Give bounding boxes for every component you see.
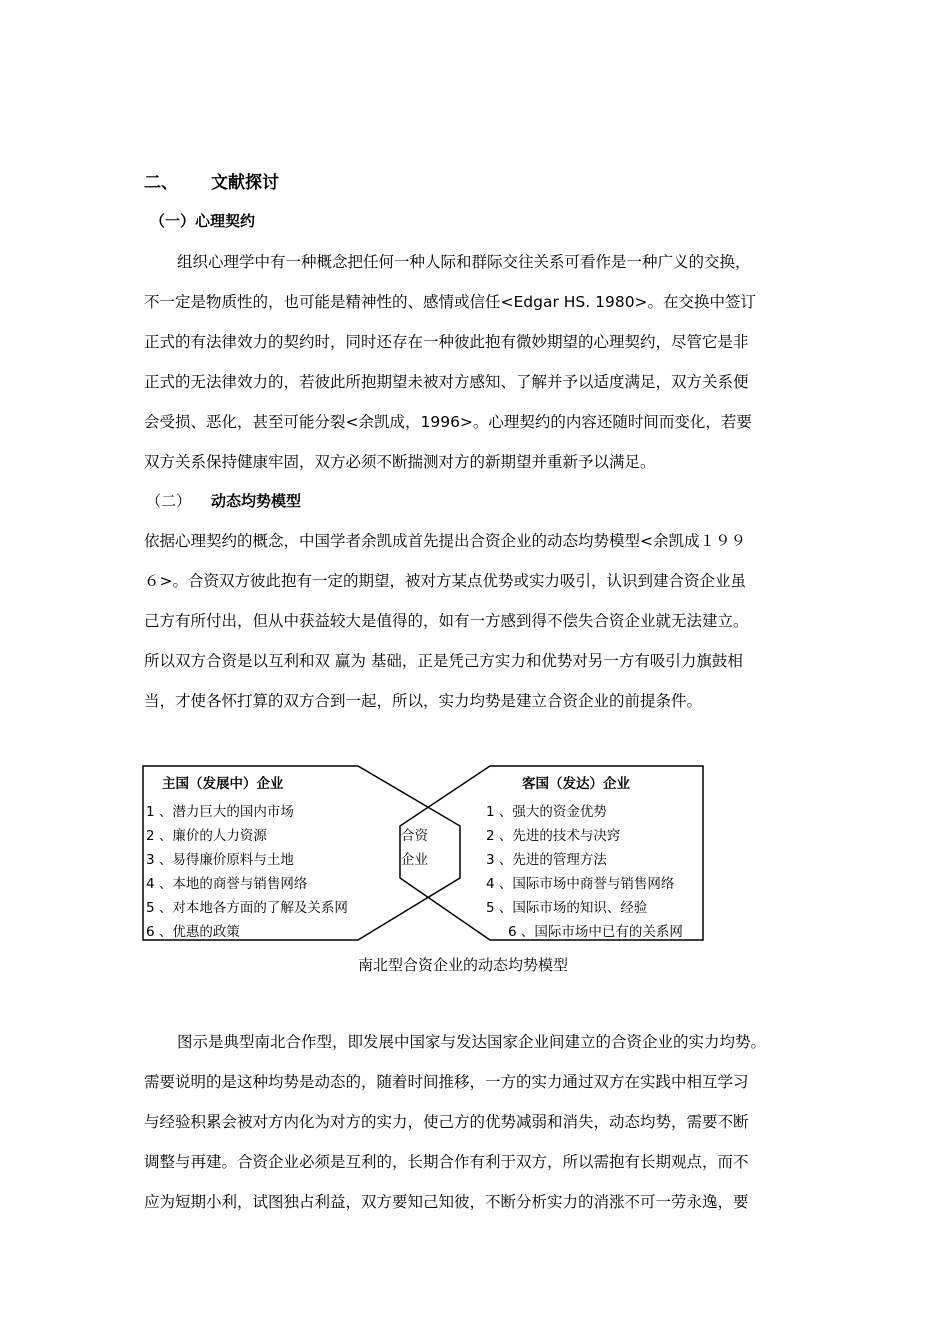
guest-company-title: 客国（发达）企业 bbox=[522, 776, 630, 792]
host-item: 3 、易得廉价原料与土地 bbox=[146, 852, 294, 868]
paragraph-psychological-contract bbox=[144, 242, 810, 482]
guest-item: 5 、国际市场的知识、经验 bbox=[486, 900, 648, 916]
text-line: 当，才使各怀打算的双方合到一起，所以，实力均势是建立合资企业的前提条件。 bbox=[144, 692, 703, 710]
joint-venture-label-line: 合资 bbox=[401, 828, 428, 844]
subsection-heading-1: （一）心理契约 bbox=[150, 212, 256, 230]
section-number: 二、 bbox=[144, 173, 178, 193]
diagram-caption: 南北型合资企业的动态均势模型 bbox=[358, 956, 569, 974]
text-line: 正式的无法律效力的，若彼此所抱期望未被对方感知、了解并予以适度满足，双方关系便 bbox=[144, 373, 749, 391]
joint-venture-balance-diagram bbox=[140, 762, 710, 948]
host-item: 2 、廉价的人力资源 bbox=[146, 828, 267, 844]
text-line: ６>。合资双方彼此抱有一定的期望，被对方某点优势或实力吸引，认识到建合资企业虽 bbox=[144, 572, 746, 590]
text-line: 己方有所付出，但从中获益较大是值得的，如有一方感到得不偿失合资企业就无法建立。 bbox=[144, 612, 749, 630]
host-item: 6 、优惠的政策 bbox=[146, 924, 240, 940]
subsection-heading-2 bbox=[146, 490, 301, 511]
text-line: 调整与再建。合资企业必须是互利的，长期合作有利于双方，所以需抱有长期观点，而不 bbox=[144, 1153, 749, 1171]
joint-venture-label-line: 企业 bbox=[401, 852, 428, 868]
text-line: 组织心理学中有一种概念把任何一种人际和群际交往关系可看作是一种广义的交换， bbox=[177, 253, 751, 271]
section-title: 文献探讨 bbox=[211, 173, 279, 193]
subsection-title: 动态均势模型 bbox=[211, 492, 302, 510]
host-item: 1 、潜力巨大的国内市场 bbox=[146, 804, 294, 820]
text-line: 不一定是物质性的，也可能是精神性的、感情或信任<Edgar HS. 1980>。在交换中签订 bbox=[144, 293, 757, 311]
text-line: 会受损、恶化，甚至可能分裂<余凯成，1996>。心理契约的内容还随时间而变化，若要 bbox=[144, 413, 752, 431]
text-line: 图示是典型南北合作型，即发展中国家与发达国家企业间建立的合资企业的实力均势。 bbox=[177, 1033, 767, 1051]
guest-item: 1 、强大的资金优势 bbox=[486, 804, 607, 820]
subsection-number: （二） bbox=[146, 492, 192, 510]
guest-item: 4 、国际市场中商誉与销售网络 bbox=[486, 876, 675, 892]
guest-item: 6 、国际市场中已有的关系网 bbox=[508, 924, 683, 940]
text-line: 正式的有法律效力的契约时，同时还存在一种彼此抱有微妙期望的心理契约，尽管它是非 bbox=[144, 333, 749, 351]
guest-item: 2 、先进的技术与决窍 bbox=[486, 828, 621, 844]
paragraph-dynamic-balance bbox=[144, 521, 810, 721]
host-company-title: 主国（发展中）企业 bbox=[162, 776, 284, 792]
text-line: 与经验积累会被对方内化为对方的实力，使己方的优势减弱和消失，动态均势，需要不断 bbox=[144, 1113, 749, 1131]
text-line: 应为短期小利，试图独占利益，双方要知己知彼，不断分析实力的消涨不可一劳永逸，要 bbox=[144, 1193, 749, 1211]
section-heading bbox=[144, 168, 279, 193]
host-item: 5 、对本地各方面的了解及关系网 bbox=[146, 900, 348, 916]
text-line: 双方关系保持健康牢固，双方必须不断揣测对方的新期望并重新予以满足。 bbox=[144, 453, 656, 471]
text-line: 需要说明的是这种均势是动态的，随着时间推移，一方的实力通过双方在实践中相互学习 bbox=[144, 1073, 749, 1091]
host-item: 4 、本地的商誉与销售网络 bbox=[146, 876, 308, 892]
paragraph-diagram-explanation bbox=[144, 1022, 810, 1222]
guest-item: 3 、先进的管理方法 bbox=[486, 852, 607, 868]
text-line: 所以双方合资是以互利和双 赢为 基础，正是凭己方实力和优势对另一方有吸引力旗鼓相 bbox=[144, 652, 743, 670]
text-line: 依据心理契约的概念，中国学者余凯成首先提出合资企业的动态均势模型<余凯成１９９ bbox=[144, 532, 746, 550]
